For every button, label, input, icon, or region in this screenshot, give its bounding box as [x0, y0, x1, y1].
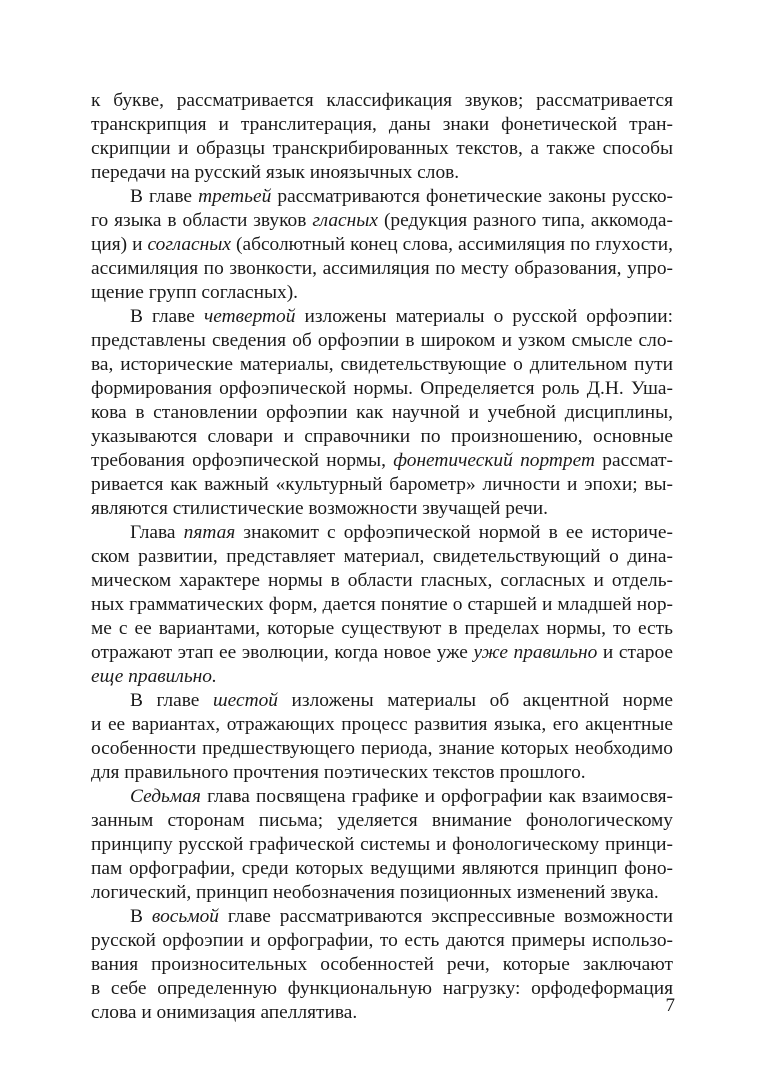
text-run: главе рассматриваются экспрессивные возможности: [218, 906, 674, 927]
italic-term: четвертой: [203, 306, 296, 327]
text-line: [91, 737, 673, 761]
text-line: [91, 185, 673, 209]
text-line: [91, 161, 673, 185]
text-line: [91, 761, 673, 785]
text-run: (абсолютный конец слова, ассимиляция по глухости,: [231, 234, 674, 255]
text-line: [91, 929, 673, 953]
text-run: русской орфоэпии и орфографии, то есть даются примеры использо-: [91, 930, 673, 951]
text-line: [91, 449, 673, 473]
text-run: ных грамматических форм, дается понятие о старшей и младшей нор-: [91, 594, 673, 615]
italic-term: фонетический портрет: [393, 450, 595, 471]
text-line: [91, 209, 673, 233]
text-line: [91, 137, 673, 161]
text-line: [91, 833, 673, 857]
paragraph: [91, 785, 673, 905]
text-line: [91, 641, 673, 665]
text-run: к букве, рассматривается классификация звуков; рассматривается: [91, 90, 673, 111]
text-line: [91, 497, 673, 521]
text-run: Глава: [130, 522, 184, 543]
italic-term: уже правильно: [473, 642, 598, 663]
body-text: [91, 89, 673, 1025]
text-line: [91, 521, 673, 545]
text-run: в себе определенную функциональную нагрузку: орфодеформация: [91, 978, 673, 999]
text-line: [91, 809, 673, 833]
text-run: ассимиляция по звонкости, ассимиляция по месту образования, упро-: [91, 258, 673, 279]
text-line: [91, 665, 673, 689]
text-line: [91, 329, 673, 353]
text-run: знакомит с орфоэпической нормой в ее историче-: [235, 522, 673, 543]
text-run: являются стилистические возможности звучащей речи.: [91, 498, 549, 519]
text-run: отражают этап ее эволюции, когда новое уже: [91, 642, 474, 663]
text-line: [91, 617, 673, 641]
text-run: особенности предшествующего периода, знание которых необходимо: [91, 738, 673, 759]
text-line: [91, 953, 673, 977]
text-run: ривается как важный «культурный барометр» личности и эпохи; вы-: [91, 474, 673, 495]
text-line: [91, 257, 673, 281]
text-run: рассмат-: [594, 450, 673, 471]
paragraph: [91, 905, 673, 1025]
text-run: В главе: [130, 690, 213, 711]
text-line: [91, 905, 673, 929]
text-run: занным сторонам письма; уделяется внимание фонологическому: [91, 810, 673, 831]
text-run: формирования орфоэпической нормы. Определяется роль Д.Н. Уша-: [91, 378, 673, 399]
text-line: [91, 281, 673, 305]
paragraph: [91, 89, 673, 185]
text-line: [91, 353, 673, 377]
text-run: пам орфографии, среди которых ведущими являются принцип фоно-: [91, 858, 673, 879]
page-number: 7: [665, 995, 675, 1016]
text-run: ме с ее вариантами, которые существуют в пределах нормы, то есть: [91, 618, 673, 639]
text-line: [91, 425, 673, 449]
text-run: кова в становлении орфоэпии как научной и учебной дисциплины,: [91, 402, 673, 423]
text-line: [91, 881, 673, 905]
text-run: принципу русской графической системы и фонологическому принци-: [91, 834, 673, 855]
text-run: представлены сведения об орфоэпии в широком и узком смысле сло-: [91, 330, 673, 351]
text-run: изложены материалы об акцентной норме: [277, 690, 674, 711]
text-run: логический, принцип необозначения позиционных изменений звука.: [91, 882, 659, 903]
italic-term: гласных: [312, 210, 379, 231]
text-line: [91, 1001, 673, 1025]
text-run: ция) и: [91, 234, 148, 255]
text-line: [91, 305, 673, 329]
italic-term: пятая: [183, 522, 236, 543]
text-line: [91, 857, 673, 881]
text-line: [91, 569, 673, 593]
text-run: и старое: [597, 642, 673, 663]
text-line: [91, 233, 673, 257]
text-run: (редукция разного типа, аккомода-: [378, 210, 673, 231]
text-run: требования орфоэпической нормы,: [91, 450, 394, 471]
text-line: [91, 593, 673, 617]
italic-term: третьей: [198, 186, 272, 207]
text-run: В главе: [130, 186, 199, 207]
text-line: [91, 401, 673, 425]
text-run: щение групп согласных).: [91, 282, 299, 303]
text-run: го языка в области звуков: [91, 210, 313, 231]
italic-term: Седьмая: [130, 786, 201, 807]
text-run: и ее вариантах, отражающих процесс развития языка, его акцентные: [91, 714, 673, 735]
text-run: глава посвящена графике и орфографии как взаимосвя-: [200, 786, 673, 807]
text-line: [91, 785, 673, 809]
text-run: скрипции и образцы транскрибированных текстов, а также способы: [91, 138, 673, 159]
paragraph: [91, 689, 673, 785]
text-run: В: [130, 906, 152, 927]
text-line: [91, 473, 673, 497]
text-run: В главе: [130, 306, 204, 327]
text-run: слова и онимизация апеллятива.: [91, 1002, 358, 1023]
text-line: [91, 689, 673, 713]
text-line: [91, 89, 673, 113]
text-line: [91, 545, 673, 569]
paragraph: [91, 185, 673, 305]
text-line: [91, 377, 673, 401]
italic-term: еще правильно.: [91, 666, 217, 687]
text-run: мическом характере нормы в области гласных, согласных и отдель-: [91, 570, 673, 591]
text-run: изложены материалы о русской орфоэпии:: [295, 306, 673, 327]
text-run: ском развитии, представляет материал, свидетельствующий о дина-: [91, 546, 673, 567]
italic-term: согласных: [147, 234, 232, 255]
text-line: [91, 113, 673, 137]
text-line: [91, 977, 673, 1001]
text-run: транскрипция и транслитерация, даны знаки фонетической тран-: [91, 114, 673, 135]
text-run: передачи на русский язык иноязычных слов.: [91, 162, 460, 183]
italic-term: восьмой: [151, 906, 219, 927]
paragraph: [91, 305, 673, 521]
text-run: ва, исторические материалы, свидетельствующие о длительном пути: [91, 354, 673, 375]
text-line: [91, 713, 673, 737]
text-run: указываются словари и справочники по произношению, основные: [91, 426, 673, 447]
text-run: вания произносительных особенностей речи, которые заключают: [91, 954, 673, 975]
text-run: рассматриваются фонетические законы русско-: [271, 186, 673, 207]
text-run: для правильного прочтения поэтических текстов прошлого.: [91, 762, 586, 783]
italic-term: шестой: [212, 690, 278, 711]
paragraph: [91, 521, 673, 689]
